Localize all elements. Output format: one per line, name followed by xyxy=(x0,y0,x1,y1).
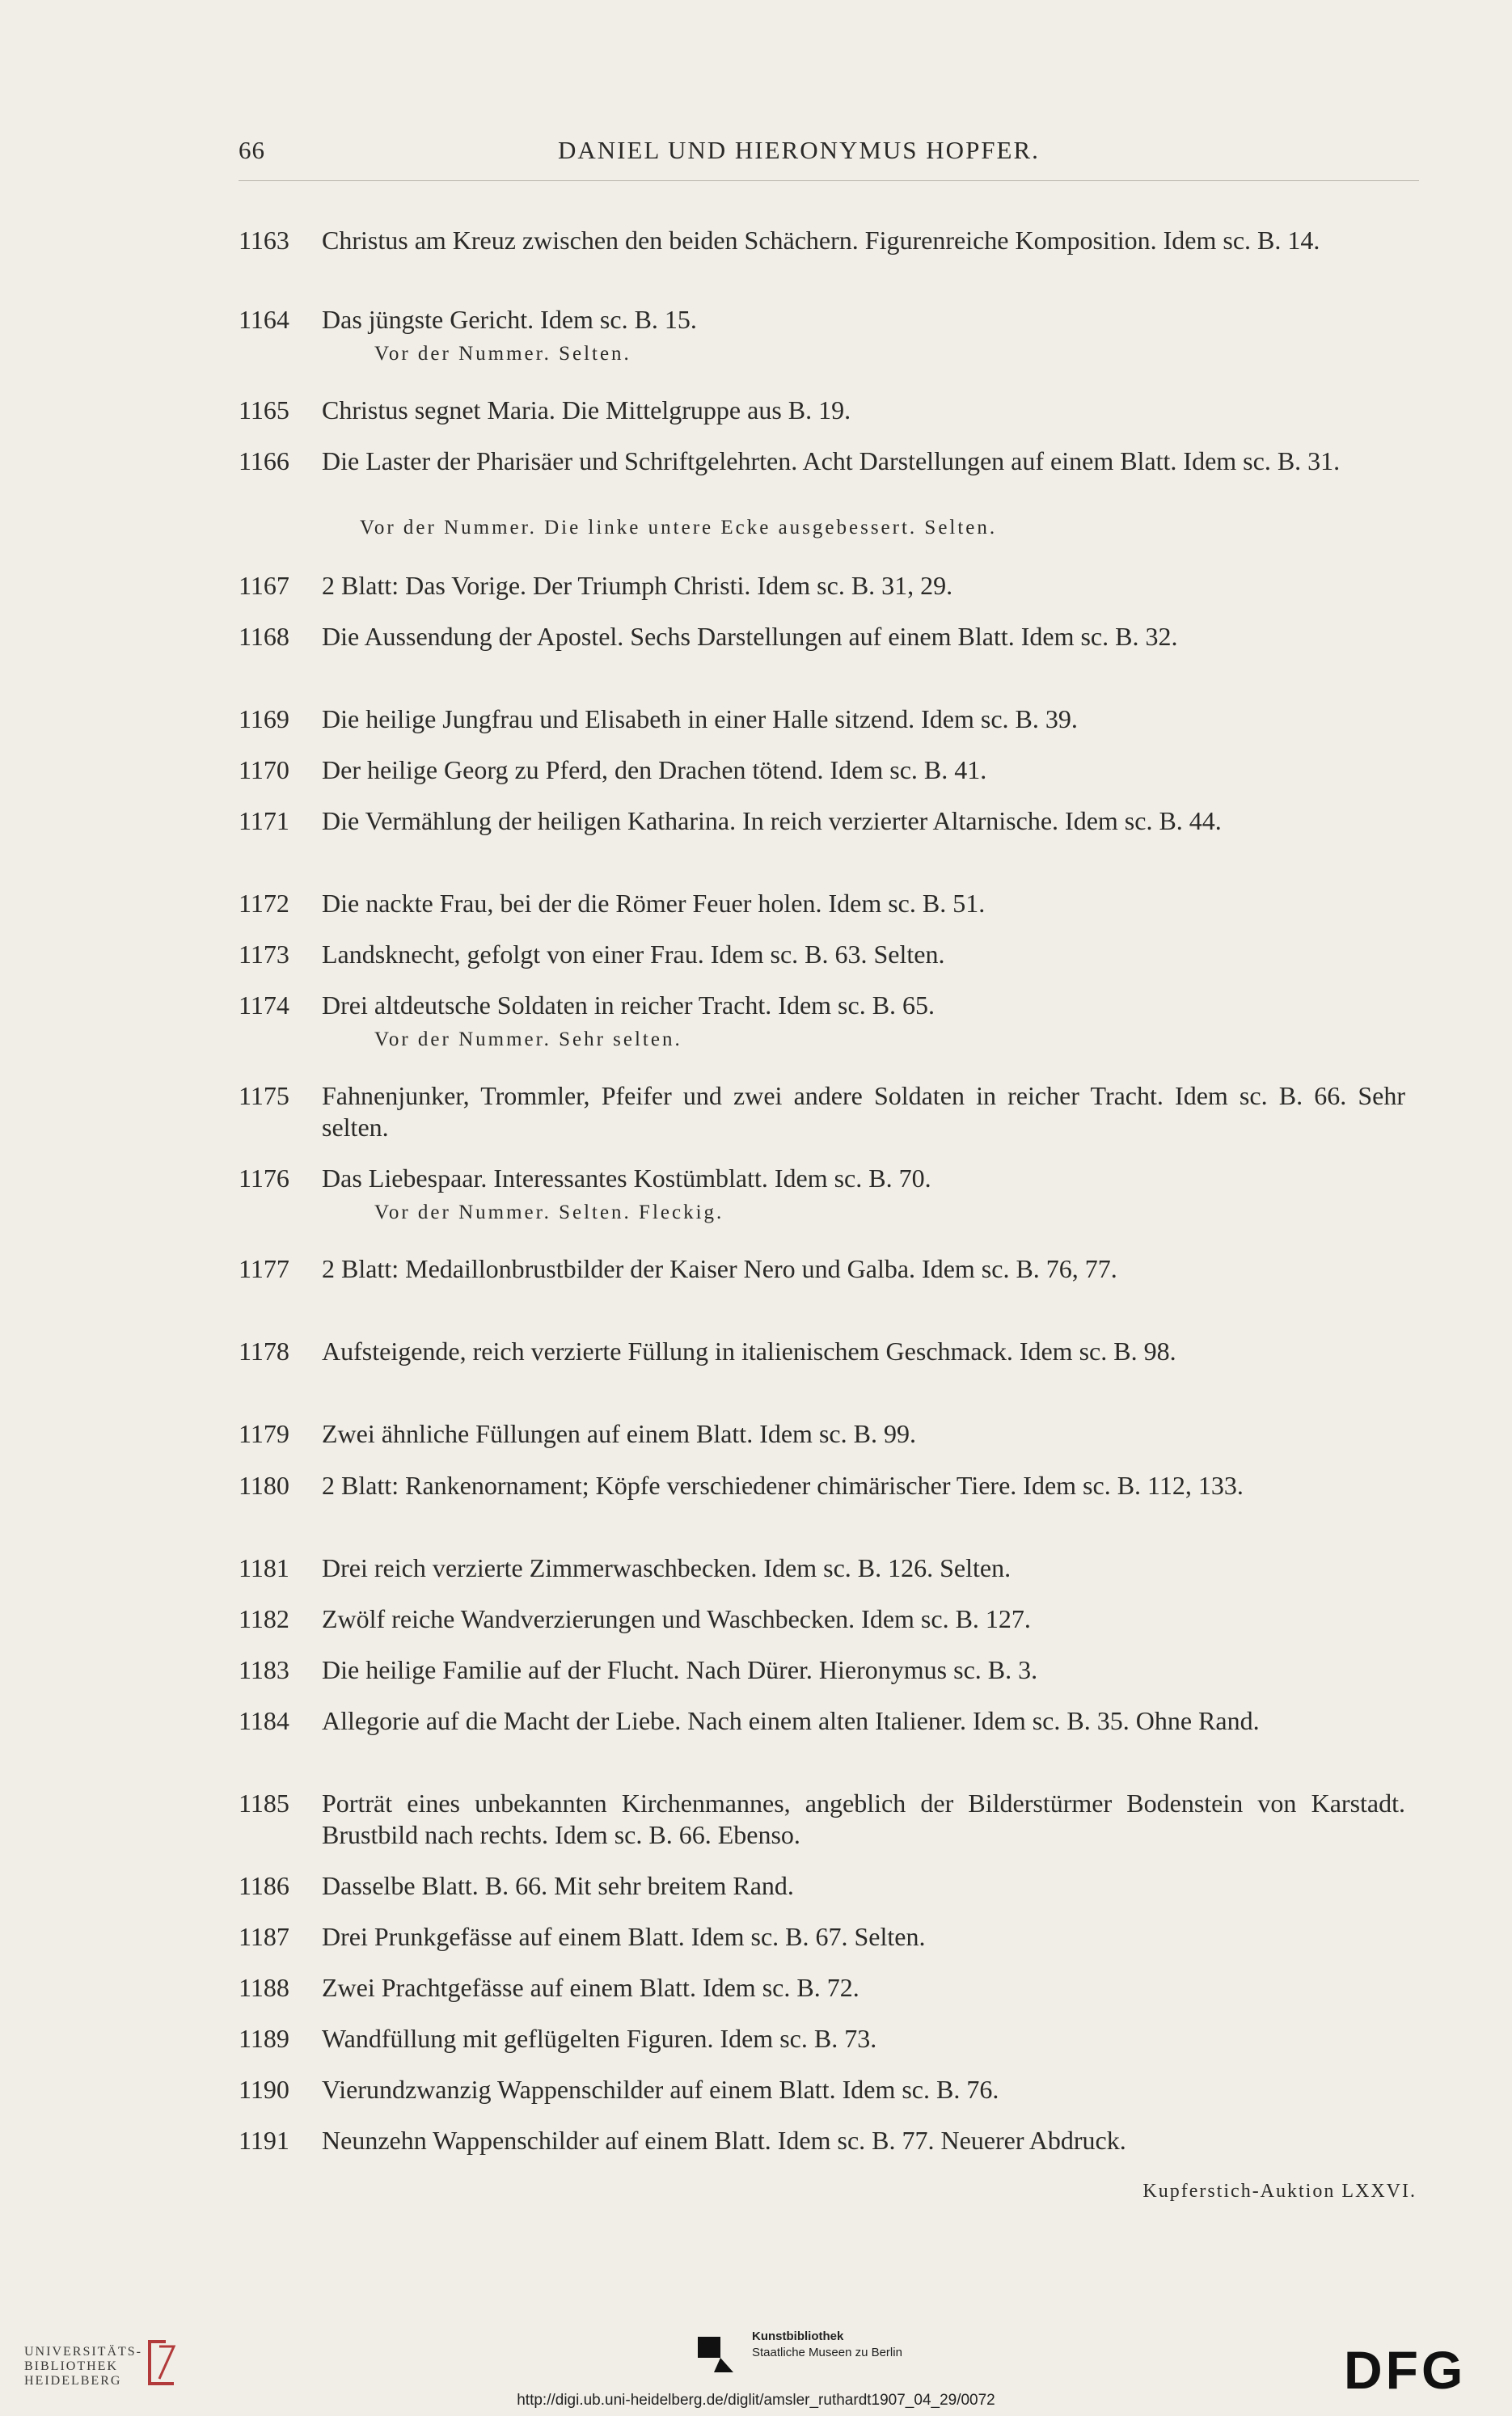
entry-number: 1170 xyxy=(239,755,289,784)
entry-text: Christus am Kreuz zwischen den beiden Schächern. Figurenreiche Komposition. Idem sc. B. 14. xyxy=(322,226,1320,255)
entry-number: 1171 xyxy=(239,806,289,835)
entry-text: Dasselbe Blatt. B. 66. Mit sehr breitem Rand. xyxy=(322,1871,794,1900)
kb-name: Kunstbibliothek xyxy=(752,2329,844,2343)
entry-number: 1166 xyxy=(239,446,289,475)
entry-text: 2 Blatt: Rankenornament; Köpfe verschiedener chimärischer Tiere. Idem sc. B. 112, 133. xyxy=(322,1471,1244,1500)
entry-number: 1184 xyxy=(239,1706,289,1735)
entry-text: Fahnenjunker, Trommler, Pfeifer und zwei andere Soldaten in reicher Tracht. Idem sc. B. 66. Sehr selten. xyxy=(322,1081,1405,1142)
entry-note: Vor der Nummer. Sehr selten. xyxy=(374,1028,682,1050)
entry-number: 1164 xyxy=(239,305,289,334)
entry-text: Neunzehn Wappenschilder auf einem Blatt. Idem sc. B. 77. Neuerer Abdruck. xyxy=(322,2126,1126,2155)
entry-note: Vor der Nummer. Selten. Fleckig. xyxy=(374,1202,724,1223)
university-library-text xyxy=(24,2345,142,2389)
entry-text: Zwei ähnliche Füllungen auf einem Blatt. Idem sc. B. 99. xyxy=(322,1419,916,1448)
signature-footer: Kupferstich-Auktion LXXVI. xyxy=(1142,2181,1417,2202)
entry-text: Das Liebespaar. Interessantes Kostümblatt. Idem sc. B. 70. xyxy=(322,1164,931,1193)
entry-text: Christus segnet Maria. Die Mittelgruppe aus B. 19. xyxy=(322,395,851,424)
entry-number: 1178 xyxy=(239,1337,289,1366)
entry-number: 1163 xyxy=(239,226,289,255)
university-logo-icon xyxy=(141,2338,182,2387)
dfg-logo: DFG xyxy=(1344,2340,1467,2400)
entry-number: 1169 xyxy=(239,704,289,733)
entry-number: 1190 xyxy=(239,2075,289,2104)
entry-text: Der heilige Georg zu Pferd, den Drachen tötend. Idem sc. B. 41. xyxy=(322,755,987,784)
entry-note: Vor der Nummer. Selten. xyxy=(374,343,631,365)
entry-text: Vierundzwanzig Wappenschilder auf einem Blatt. Idem sc. B. 76. xyxy=(322,2075,999,2104)
kunstbibliothek-logo-icon xyxy=(691,2330,740,2379)
entry-number: 1174 xyxy=(239,990,289,1020)
entry-text: Die Aussendung der Apostel. Sechs Darstellungen auf einem Blatt. Idem sc. B. 32. xyxy=(322,622,1178,651)
entry-number: 1185 xyxy=(239,1789,289,1818)
kunstbibliothek-text xyxy=(752,2329,902,2361)
entry-number: 1189 xyxy=(239,2024,289,2053)
entry-number: 1165 xyxy=(239,395,289,424)
entry-text: Die heilige Jungfrau und Elisabeth in einer Halle sitzend. Idem sc. B. 39. xyxy=(322,704,1078,733)
entry-number: 1177 xyxy=(239,1254,289,1283)
entry-number: 1186 xyxy=(239,1871,289,1900)
entry-number: 1188 xyxy=(239,1973,289,2002)
entry-number: 1183 xyxy=(239,1655,289,1684)
entry-text: Zwölf reiche Wandverzierungen und Waschbecken. Idem sc. B. 127. xyxy=(322,1604,1031,1633)
entry-text: Porträt eines unbekannten Kirchenmannes, angeblich der Bilderstürmer Bodenstein von Karstadt. Brustbild nach rechts. Idem sc. B. 66. Ebenso. xyxy=(322,1789,1405,1849)
entry-text: Das jüngste Gericht. Idem sc. B. 15. xyxy=(322,305,697,334)
entry-number: 1182 xyxy=(239,1604,289,1633)
entry-text: Die nackte Frau, bei der die Römer Feuer holen. Idem sc. B. 51. xyxy=(322,889,986,918)
kb-subtitle: Staatliche Museen zu Berlin xyxy=(752,2346,902,2359)
entry-text: Drei Prunkgefässe auf einem Blatt. Idem sc. B. 67. Selten. xyxy=(322,1922,926,1951)
running-title: DANIEL UND HIERONYMUS HOPFER. xyxy=(558,136,1040,164)
source-url[interactable]: http://digi.ub.uni-heidelberg.de/diglit/amsler_ruthardt1907_04_29/0072 xyxy=(517,2392,995,2409)
entry-text: Die heilige Familie auf der Flucht. Nach Dürer. Hieronymus sc. B. 3. xyxy=(322,1655,1038,1684)
entry-text: Die Laster der Pharisäer und Schriftgelehrten. Acht Darstellungen auf einem Blatt. Idem sc. B. 31. xyxy=(322,446,1341,475)
entry-note: Vor der Nummer. Die linke untere Ecke ausgebessert. Selten. xyxy=(360,517,998,539)
uni-line-2: BIBLIOTHEK xyxy=(24,2359,118,2373)
entry-text: Drei altdeutsche Soldaten in reicher Tracht. Idem sc. B. 65. xyxy=(322,990,935,1020)
entry-number: 1180 xyxy=(239,1471,289,1500)
entry-text: Die Vermählung der heiligen Katharina. In reich verzierter Altarnische. Idem sc. B. 44. xyxy=(322,806,1222,835)
entry-number: 1172 xyxy=(239,889,289,918)
entry-text: Zwei Prachtgefässe auf einem Blatt. Idem sc. B. 72. xyxy=(322,1973,859,2002)
entry-number: 1181 xyxy=(239,1553,289,1582)
entry-number: 1187 xyxy=(239,1922,289,1951)
entry-number: 1191 xyxy=(239,2126,289,2155)
entry-text: 2 Blatt: Medaillonbrustbilder der Kaiser Nero und Galba. Idem sc. B. 76, 77. xyxy=(322,1254,1117,1283)
entry-text: Wandfüllung mit geflügelten Figuren. Idem sc. B. 73. xyxy=(322,2024,877,2053)
entry-text: Aufsteigende, reich verzierte Füllung in italienischem Geschmack. Idem sc. B. 98. xyxy=(322,1337,1176,1366)
entry-text: Drei reich verzierte Zimmerwaschbecken. Idem sc. B. 126. Selten. xyxy=(322,1553,1012,1582)
entry-number: 1173 xyxy=(239,940,289,969)
entry-number: 1176 xyxy=(239,1164,289,1193)
entry-text: Allegorie auf die Macht der Liebe. Nach einem alten Italiener. Idem sc. B. 35. Ohne Rand. xyxy=(322,1706,1260,1735)
page-number: 66 xyxy=(239,136,265,164)
entry-number: 1175 xyxy=(239,1081,289,1110)
entry-number: 1167 xyxy=(239,571,289,600)
uni-line-3: HEIDELBERG xyxy=(24,2374,122,2388)
entry-text: 2 Blatt: Das Vorige. Der Triumph Christi. Idem sc. B. 31, 29. xyxy=(322,571,953,600)
entry-number: 1168 xyxy=(239,622,289,651)
entry-text: Landsknecht, gefolgt von einer Frau. Idem sc. B. 63. Selten. xyxy=(322,940,945,969)
uni-line-1: UNIVERSITÄTS- xyxy=(24,2345,142,2359)
header-rule xyxy=(239,180,1419,181)
entry-number: 1179 xyxy=(239,1419,289,1448)
